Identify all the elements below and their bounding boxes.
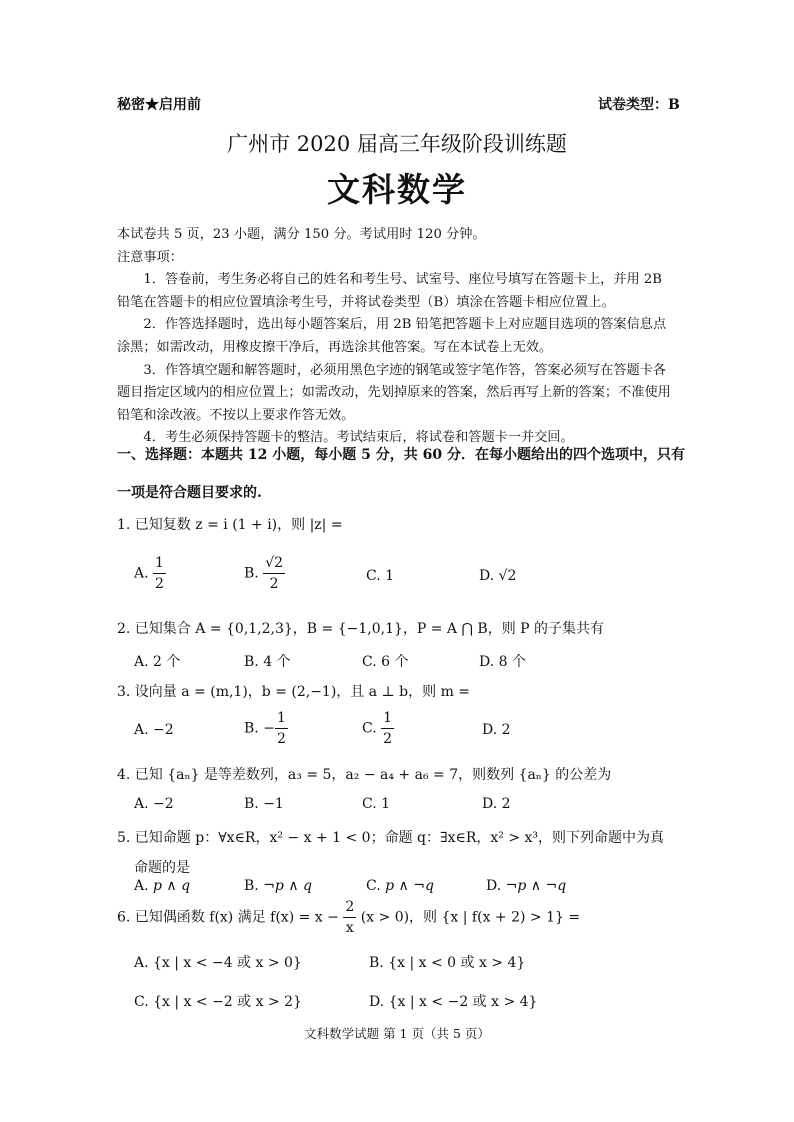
fraction	[263, 556, 285, 591]
note-item: 4．考生必须保持答题卡的整洁。考试结束后，将试卷和答题卡一并交回。	[143, 430, 574, 446]
option-text: 2	[501, 722, 511, 738]
option-text: 6 个	[381, 654, 409, 670]
option-label: A.	[134, 796, 149, 812]
question-3-stem: 3. 设向量 a = (m,1)，b = (2,−1)，且 a ⊥ b，则 m =	[117, 684, 471, 700]
option-label: A.	[134, 722, 149, 738]
page-footer: 文科数学试题 第 1 页（共 5 页）	[304, 1026, 490, 1041]
section-heading: 一、选择题：本题共 12 小题，每小题 5 分，共 60 分．在每小题给出的四个选项中，只有	[117, 447, 685, 463]
q6-option-a	[134, 952, 302, 972]
option-text: p ∧ ¬q	[385, 878, 434, 894]
q4-option-b	[244, 796, 284, 812]
minus-sign: −	[263, 720, 275, 737]
option-label: C.	[362, 720, 377, 737]
frac-den: 2	[269, 576, 279, 592]
option-label: B.	[244, 654, 259, 670]
option-label: C.	[366, 568, 381, 584]
question-5-stem: 5. 已知命题 p：∀x∈R，x² − x + 1 < 0；命题 q：∃x∈R，x² > x³，则下列命题中为真	[117, 830, 665, 846]
question-1-stem: 1. 已知复数 z = i (1 + i)，则 |z| =	[117, 517, 343, 533]
frac-den: 2	[155, 576, 164, 592]
q3-option-a	[134, 722, 174, 738]
q6-option-b	[369, 952, 525, 972]
option-label: B.	[244, 796, 259, 812]
option-text: 2	[501, 796, 511, 812]
question-2-stem: 2. 已知集合 A = {0,1,2,3}，B = {−1,0,1}，P = A ⋂ B，则 P 的子集共有	[117, 621, 605, 637]
option-text: ¬p ∧ ¬q	[505, 878, 567, 894]
notes-label: 注意事项：	[117, 249, 183, 265]
q5-option-b	[244, 878, 312, 894]
q2-option-d	[479, 651, 526, 671]
q1-option-d	[479, 568, 516, 584]
q1-option-c	[366, 568, 394, 584]
q6-stem-end: (x > 0)，则 {x | f(x + 2) > 1} =	[360, 909, 581, 926]
option-label: C.	[134, 994, 149, 1010]
q5-option-d	[486, 878, 566, 894]
q4-option-a	[134, 796, 174, 812]
question-6-stem	[117, 900, 580, 935]
option-label: B.	[369, 955, 384, 971]
q2-option-a	[134, 651, 180, 671]
intro-text: 本试卷共 5 页，23 小题，满分 150 分。考试用时 120 分钟。	[117, 227, 486, 242]
option-text: 1	[381, 796, 391, 812]
option-label: D.	[482, 722, 498, 738]
q3-option-d	[482, 722, 511, 738]
q4-option-d	[482, 796, 511, 812]
q1-option-b	[244, 556, 285, 591]
note-item: 2．作答选择题时，选出每小题答案后，用 2B 铅笔把答题卡上对应题目选项的答案信息点涂黑；如需改动，用橡皮擦干净后，再选涂其他答案。写在本试卷上无效。	[117, 317, 667, 355]
frac-num: 1	[381, 711, 394, 729]
option-text: 4 个	[263, 654, 291, 670]
q6-option-c	[134, 991, 302, 1011]
option-label: B.	[244, 878, 259, 894]
frac-num: 1	[275, 711, 288, 729]
option-text: 1	[385, 568, 395, 584]
option-label: C.	[366, 878, 381, 894]
q2-option-b	[244, 651, 291, 671]
option-label: D.	[482, 796, 498, 812]
question-5-stem-cont: 命题的是	[134, 860, 190, 876]
frac-num: 1	[153, 556, 166, 574]
frac-den: x	[345, 920, 354, 936]
option-label: D.	[369, 994, 385, 1010]
option-label: D.	[479, 654, 495, 670]
frac-num: √2	[263, 556, 285, 574]
note-item: 3．作答填空题和解答题时，必须用黑色字迹的钢笔或签字笔作答，答案必须写在答题卡各题目指定区域内的相应位置上；如需改动，先划掉原来的答案，然后再写上新的答案；不准使用铅笔和涂改液。不按以上要求作答无效。	[117, 362, 671, 423]
option-label: D.	[486, 878, 502, 894]
q2-option-c	[362, 651, 408, 671]
option-label: A.	[134, 654, 149, 670]
option-text: {x | x < −2 或 x > 4}	[388, 994, 538, 1010]
option-label: B.	[244, 565, 259, 582]
paper-type-label: 试卷类型：B	[598, 97, 680, 113]
section-heading-cont: 一项是符合题目要求的.	[117, 485, 262, 501]
q3-option-b	[244, 711, 288, 746]
option-text: ¬p ∧ q	[263, 878, 313, 894]
option-text: 8 个	[498, 654, 526, 670]
instructions	[117, 224, 677, 450]
option-label: A.	[134, 955, 149, 971]
confidential-label: 秘密★启用前	[117, 97, 201, 113]
fraction	[343, 900, 356, 935]
option-label: B.	[244, 720, 259, 737]
q3-option-c	[362, 711, 394, 746]
fraction	[153, 556, 166, 591]
option-text: {x | x < −4 或 x > 0}	[153, 955, 302, 971]
fraction	[381, 711, 394, 746]
option-label: C.	[362, 654, 377, 670]
option-text: {x | x < 0 或 x > 4}	[388, 955, 526, 971]
frac-den: 2	[383, 731, 393, 747]
fraction	[275, 711, 288, 746]
option-text: −1	[263, 796, 284, 812]
question-4-stem: 4. 已知 {aₙ} 是等差数列，a₃ = 5，a₂ − a₄ + a₆ = 7，则数列 {aₙ} 的公差为	[117, 767, 612, 783]
subject-title: 文科数学	[327, 170, 467, 209]
option-text: {x | x < −2 或 x > 2}	[153, 994, 302, 1010]
note-item: 1．答卷前，考生务必将自己的姓名和考生号、试室号、座位号填写在答题卡上，并用 2B 铅笔在答题卡的相应位置填涂考生号，并将试卷类型（B）填涂在答题卡相应位置上。	[117, 272, 662, 310]
option-label: D.	[479, 568, 495, 584]
exam-title: 广州市 2020 届高三年级阶段训练题	[227, 132, 567, 156]
option-label: C.	[362, 796, 377, 812]
option-text: √2	[498, 568, 517, 584]
q6-stem-start: 6. 已知偶函数 f(x) 满足 f(x) = x −	[117, 909, 339, 926]
q5-option-a	[134, 878, 190, 894]
frac-num: 2	[343, 900, 356, 918]
option-label: A.	[134, 565, 149, 582]
option-text: 2 个	[153, 654, 181, 670]
option-text: −2	[153, 796, 174, 812]
q4-option-c	[362, 796, 390, 812]
q6-option-d	[369, 991, 537, 1011]
q1-option-a	[134, 556, 166, 591]
option-text: p ∧ q	[153, 878, 191, 894]
option-label: A.	[134, 878, 149, 894]
q5-option-c	[366, 878, 434, 894]
frac-den: 2	[276, 731, 286, 747]
option-text: −2	[153, 722, 174, 738]
